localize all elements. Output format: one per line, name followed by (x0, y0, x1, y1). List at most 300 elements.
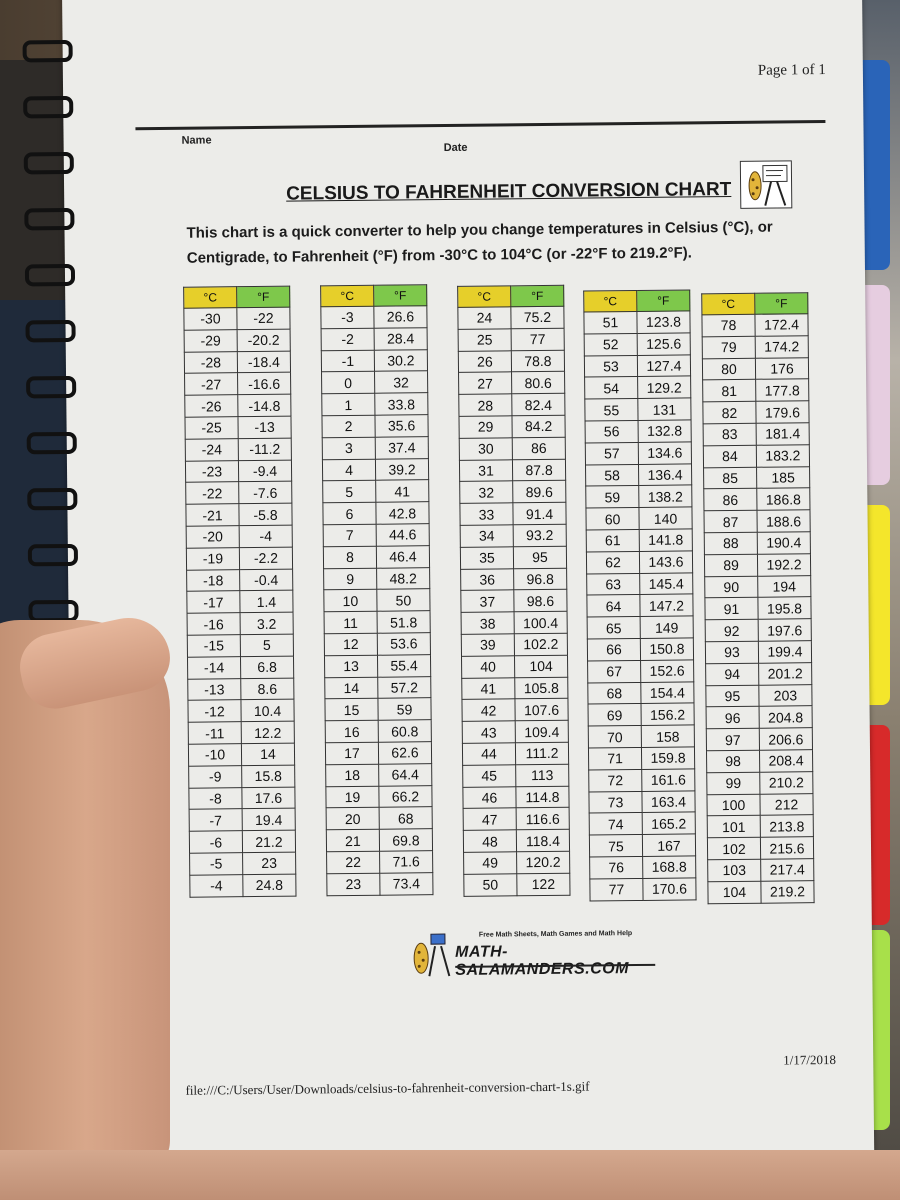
celsius-cell: 89 (704, 554, 757, 576)
celsius-cell: 78 (702, 314, 755, 336)
table-row (584, 311, 690, 334)
table-row (459, 437, 565, 460)
fahrenheit-cell: 68 (379, 807, 432, 829)
celsius-cell: -12 (188, 700, 241, 722)
celsius-cell: 12 (324, 633, 377, 655)
table-row (702, 336, 808, 359)
celsius-header: °C (584, 290, 637, 312)
table-row (190, 874, 296, 897)
binding-coil (26, 376, 76, 399)
table-header-row (584, 290, 690, 312)
fahrenheit-cell: 136.4 (638, 464, 691, 486)
fahrenheit-cell: -13 (238, 416, 291, 438)
fahrenheit-cell: 143.6 (639, 551, 692, 573)
fahrenheit-cell: 77 (511, 328, 564, 350)
celsius-cell: 9 (324, 568, 377, 590)
table-row (584, 333, 690, 356)
table-row (321, 306, 427, 329)
fahrenheit-cell: 73.4 (380, 872, 433, 894)
celsius-cell: 74 (589, 813, 642, 835)
table-row (187, 634, 293, 657)
table-row (327, 851, 433, 874)
celsius-cell: -7 (189, 809, 242, 831)
table-row (462, 720, 568, 743)
fahrenheit-cell: 132.8 (638, 420, 691, 442)
fahrenheit-cell: 147.2 (640, 594, 693, 616)
celsius-cell: 52 (584, 333, 637, 355)
fahrenheit-cell: 208.4 (759, 750, 812, 772)
file-path: file:///C:/Users/User/Downloads/celsius-to-fahrenheit-conversion-chart-1s.gif (185, 1078, 590, 1098)
table-row (185, 394, 291, 417)
table-row (326, 829, 432, 852)
table-row (462, 677, 568, 700)
celsius-cell: 37 (461, 590, 514, 612)
fahrenheit-cell: 60.8 (378, 720, 431, 742)
celsius-cell: -1 (321, 350, 374, 372)
fahrenheit-cell: 111.2 (515, 742, 568, 764)
table-row (190, 852, 296, 875)
fahrenheit-cell: 78.8 (511, 350, 564, 372)
fahrenheit-cell: 21.2 (242, 830, 295, 852)
table-row (586, 529, 692, 552)
celsius-cell: 35 (460, 547, 513, 569)
table-header-row (184, 286, 290, 308)
celsius-cell: -2 (321, 328, 374, 350)
table-row (704, 532, 810, 555)
fahrenheit-cell: 167 (642, 834, 695, 856)
table-row (707, 750, 813, 773)
fahrenheit-cell: 123.8 (637, 311, 690, 333)
celsius-cell: 39 (461, 634, 514, 656)
celsius-cell: 42 (462, 699, 515, 721)
salamander-blackboard-icon (740, 160, 792, 209)
fahrenheit-header: °F (755, 293, 808, 315)
fahrenheit-cell: 109.4 (515, 720, 568, 742)
celsius-cell: 32 (460, 481, 513, 503)
brand-name: MATH-SALAMANDERS.COM (455, 943, 630, 979)
fahrenheit-cell: 134.6 (638, 442, 691, 464)
fahrenheit-cell: 82.4 (512, 393, 565, 415)
celsius-cell: 46 (463, 786, 516, 808)
celsius-cell: 50 (464, 874, 517, 896)
table-row (326, 785, 432, 808)
fahrenheit-cell: -22 (237, 307, 290, 329)
table-row (589, 769, 695, 792)
celsius-cell: 4 (322, 459, 375, 481)
fahrenheit-cell: 51.8 (377, 611, 430, 633)
fahrenheit-cell: 46.4 (376, 545, 429, 567)
celsius-cell: 95 (706, 685, 759, 707)
table-row (702, 314, 808, 337)
celsius-cell: 54 (585, 377, 638, 399)
fahrenheit-cell: -9.4 (238, 460, 291, 482)
math-salamanders-logo (407, 930, 667, 979)
table-row (323, 502, 429, 525)
table-row (706, 662, 812, 685)
fahrenheit-cell: 17.6 (242, 787, 295, 809)
celsius-cell: 102 (707, 837, 760, 859)
fahrenheit-cell: 127.4 (637, 355, 690, 377)
fahrenheit-cell: 37.4 (375, 436, 428, 458)
fahrenheit-cell: 104 (514, 655, 567, 677)
celsius-cell: 47 (463, 808, 516, 830)
fahrenheit-cell: 10.4 (241, 699, 294, 721)
celsius-cell: -30 (184, 308, 237, 330)
fahrenheit-cell: 215.6 (760, 837, 813, 859)
table-row (460, 546, 566, 569)
table-row (702, 357, 808, 380)
table-row (323, 524, 429, 547)
fahrenheit-cell: 42.8 (376, 502, 429, 524)
table-row (588, 703, 694, 726)
fahrenheit-cell: 185 (757, 466, 810, 488)
table-row (189, 808, 295, 831)
table-row (588, 725, 694, 748)
celsius-cell: -14 (187, 656, 240, 678)
table-row (590, 856, 696, 879)
table-row (187, 569, 293, 592)
fahrenheit-cell: 176 (755, 357, 808, 379)
fahrenheit-cell: 195.8 (758, 597, 811, 619)
binding-coil (27, 432, 77, 455)
celsius-cell: -29 (184, 329, 237, 351)
fahrenheit-cell: 204.8 (759, 706, 812, 728)
fahrenheit-cell: 188.6 (757, 510, 810, 532)
fahrenheit-cell: 24.8 (243, 874, 296, 896)
fahrenheit-cell: 179.6 (756, 401, 809, 423)
celsius-cell: 22 (327, 851, 380, 873)
celsius-cell: 58 (585, 464, 638, 486)
fahrenheit-cell: 165.2 (642, 812, 695, 834)
table-row (324, 633, 430, 656)
celsius-cell: -24 (185, 438, 238, 460)
celsius-cell: 101 (707, 816, 760, 838)
celsius-cell: 77 (590, 878, 643, 900)
fahrenheit-cell: 140 (639, 507, 692, 529)
celsius-cell: -13 (188, 678, 241, 700)
fahrenheit-cell: 183.2 (756, 444, 809, 466)
header-rule (135, 120, 825, 130)
table-row (321, 327, 427, 350)
table-row (184, 329, 290, 352)
celsius-cell: 10 (324, 590, 377, 612)
celsius-cell: 29 (459, 416, 512, 438)
celsius-cell: 27 (459, 372, 512, 394)
fahrenheit-cell: -2.2 (239, 547, 292, 569)
table-row (703, 423, 809, 446)
celsius-cell: 11 (324, 611, 377, 633)
fahrenheit-cell: 41 (376, 480, 429, 502)
fahrenheit-cell: 32 (375, 371, 428, 393)
celsius-cell: 73 (589, 791, 642, 813)
table-row (587, 616, 693, 639)
fahrenheit-cell: 71.6 (380, 851, 433, 873)
celsius-cell: 69 (588, 704, 641, 726)
fahrenheit-cell: 75.2 (511, 306, 564, 328)
celsius-cell: 13 (324, 655, 377, 677)
salamander-logo-icon (407, 932, 453, 978)
table-row (708, 880, 814, 903)
celsius-cell: 68 (588, 682, 641, 704)
table-row (462, 699, 568, 722)
table-row (185, 438, 291, 461)
celsius-cell: 76 (590, 856, 643, 878)
page-number: Page 1 of 1 (757, 62, 826, 79)
table-row (326, 763, 432, 786)
table-row (185, 416, 291, 439)
celsius-cell: 33 (460, 503, 513, 525)
table-row (462, 742, 568, 765)
table-row (461, 655, 567, 678)
celsius-cell: 14 (325, 677, 378, 699)
binding-coil (28, 544, 78, 567)
table-row (321, 349, 427, 372)
table-row (187, 590, 293, 613)
bottom-hand (0, 1150, 900, 1200)
table-row (324, 567, 430, 590)
table-row (706, 684, 812, 707)
celsius-cell: 26 (458, 350, 511, 372)
table-row (323, 545, 429, 568)
fahrenheit-cell: 174.2 (755, 336, 808, 358)
table-row (588, 747, 694, 770)
fahrenheit-cell: -14.8 (238, 394, 291, 416)
fahrenheit-cell: 48.2 (377, 567, 430, 589)
table-row (322, 393, 428, 416)
fahrenheit-cell: 66.2 (379, 785, 432, 807)
celsius-cell: 6 (323, 502, 376, 524)
celsius-cell: 86 (704, 489, 757, 511)
celsius-cell: 23 (327, 873, 380, 895)
table-row (186, 525, 292, 548)
table-row (587, 572, 693, 595)
table-row (459, 415, 565, 438)
fahrenheit-cell: 113 (516, 764, 569, 786)
table-row (326, 807, 432, 830)
table-row (705, 619, 811, 642)
fahrenheit-cell: 181.4 (756, 423, 809, 445)
table-row (463, 764, 569, 787)
fahrenheit-cell: 156.2 (641, 703, 694, 725)
fahrenheit-cell: 154.4 (641, 681, 694, 703)
table-row (586, 551, 692, 574)
celsius-cell: 87 (704, 510, 757, 532)
fahrenheit-cell: 149 (640, 616, 693, 638)
fahrenheit-cell: 122 (517, 873, 570, 895)
table-row (324, 611, 430, 634)
table-row (585, 420, 691, 443)
table-row (461, 590, 567, 613)
celsius-cell: -15 (187, 635, 240, 657)
table-row (189, 830, 295, 853)
table-row (586, 485, 692, 508)
conversion-table-4 (583, 289, 696, 901)
celsius-cell: 16 (325, 720, 378, 742)
table-row (458, 350, 564, 373)
conversion-table-3 (457, 285, 570, 897)
table-row (187, 656, 293, 679)
celsius-cell: -27 (185, 373, 238, 395)
table-row (463, 786, 569, 809)
table-row (585, 464, 691, 487)
table-row (322, 371, 428, 394)
celsius-cell: -6 (189, 831, 242, 853)
table-row (590, 878, 696, 901)
fahrenheit-cell: 210.2 (760, 771, 813, 793)
celsius-cell: 1 (322, 393, 375, 415)
celsius-cell: 8 (323, 546, 376, 568)
table-row (188, 721, 294, 744)
celsius-cell: 18 (326, 764, 379, 786)
conversion-table-5 (701, 292, 814, 904)
celsius-cell: 57 (585, 442, 638, 464)
binding-coil (24, 152, 74, 175)
fahrenheit-cell: 6.8 (240, 656, 293, 678)
fahrenheit-cell: 213.8 (760, 815, 813, 837)
celsius-cell: 71 (588, 747, 641, 769)
page-title: CELSIUS TO FAHRENHEIT CONVERSION CHART (286, 179, 732, 205)
celsius-cell: 97 (706, 728, 759, 750)
table-row (186, 481, 292, 504)
celsius-cell: 44 (462, 743, 515, 765)
intro-text: This chart is a quick converter to help you change temperatures in Celsius (°C), or Centigrade, to Fahrenheit (°F) from -30°C to 104°C (or -22°F to 219.2°F). (186, 218, 773, 267)
date-label: Date (443, 141, 468, 155)
table-row (586, 507, 692, 530)
table-row (704, 466, 810, 489)
celsius-cell: -3 (321, 306, 374, 328)
table-row (707, 793, 813, 816)
table-row (704, 488, 810, 511)
fahrenheit-cell: -16.6 (238, 373, 291, 395)
celsius-cell: 53 (584, 355, 637, 377)
table-row (325, 698, 431, 721)
fahrenheit-cell: 53.6 (377, 633, 430, 655)
table-row (459, 459, 565, 482)
fahrenheit-cell: 163.4 (642, 790, 695, 812)
celsius-cell: 104 (708, 881, 761, 903)
celsius-cell: 43 (462, 721, 515, 743)
celsius-cell: -5 (190, 853, 243, 875)
table-row (461, 568, 567, 591)
fahrenheit-cell: 100.4 (514, 611, 567, 633)
celsius-header: °C (458, 286, 511, 308)
fahrenheit-cell: 64.4 (379, 763, 432, 785)
celsius-cell: 30 (459, 438, 512, 460)
celsius-cell: 91 (705, 598, 758, 620)
binding-coil (27, 488, 77, 511)
fahrenheit-cell: 199.4 (758, 641, 811, 663)
fahrenheit-header: °F (637, 290, 690, 312)
conversion-table-1 (183, 286, 296, 898)
table-row (463, 808, 569, 831)
fahrenheit-cell: 80.6 (512, 372, 565, 394)
table-row (460, 502, 566, 525)
table-row (585, 398, 691, 421)
celsius-cell: 51 (584, 311, 637, 333)
celsius-cell: -17 (187, 591, 240, 613)
fahrenheit-cell: 44.6 (376, 524, 429, 546)
brand-tagline: Free Math Sheets, Math Games and Math Help (478, 930, 633, 939)
table-row (705, 597, 811, 620)
table-row (186, 503, 292, 526)
table-row (322, 458, 428, 481)
fahrenheit-cell: 159.8 (641, 747, 694, 769)
table-row (707, 815, 813, 838)
celsius-cell: 19 (326, 786, 379, 808)
table-row (703, 444, 809, 467)
fahrenheit-cell: -11.2 (238, 438, 291, 460)
fahrenheit-cell: 50 (377, 589, 430, 611)
table-row (184, 351, 290, 374)
fahrenheit-cell: 14 (241, 743, 294, 765)
table-row (463, 829, 569, 852)
binding-coil (23, 40, 73, 63)
fahrenheit-cell: 69.8 (379, 829, 432, 851)
table-row (587, 594, 693, 617)
celsius-cell: 31 (459, 459, 512, 481)
table-row (187, 612, 293, 635)
celsius-cell: 93 (705, 641, 758, 663)
celsius-cell: 28 (459, 394, 512, 416)
fahrenheit-cell: 8.6 (241, 678, 294, 700)
celsius-cell: 99 (707, 772, 760, 794)
fahrenheit-cell: 86 (512, 437, 565, 459)
table-row (458, 328, 564, 351)
fahrenheit-cell: 161.6 (642, 769, 695, 791)
celsius-header: °C (321, 285, 374, 307)
binding-coil (23, 96, 73, 119)
celsius-cell: 94 (706, 663, 759, 685)
fahrenheit-cell: 197.6 (758, 619, 811, 641)
celsius-cell: 96 (706, 707, 759, 729)
celsius-cell: 38 (461, 612, 514, 634)
fahrenheit-cell: 89.6 (513, 481, 566, 503)
table-row (589, 812, 695, 835)
name-label: Name (181, 134, 212, 147)
table-row (589, 834, 695, 857)
celsius-cell: 83 (703, 423, 756, 445)
fahrenheit-cell: 192.2 (757, 553, 810, 575)
table-row (707, 771, 813, 794)
fahrenheit-cell: -7.6 (239, 481, 292, 503)
table-row (707, 837, 813, 860)
celsius-cell: -26 (185, 395, 238, 417)
table-row (323, 480, 429, 503)
fahrenheit-cell: 186.8 (757, 488, 810, 510)
worksheet-page (62, 0, 874, 1175)
fahrenheit-header: °F (237, 286, 290, 308)
celsius-cell: 2 (322, 415, 375, 437)
celsius-header: °C (702, 293, 755, 315)
fahrenheit-cell: 12.2 (241, 721, 294, 743)
fahrenheit-cell: -0.4 (240, 569, 293, 591)
table-row (327, 872, 433, 895)
celsius-cell: 41 (462, 677, 515, 699)
fahrenheit-cell: 190.4 (757, 532, 810, 554)
fahrenheit-cell: 26.6 (374, 306, 427, 328)
fahrenheit-cell: 3.2 (240, 612, 293, 634)
table-row (188, 743, 294, 766)
celsius-cell: 65 (587, 617, 640, 639)
binding-coil (28, 600, 78, 623)
fahrenheit-cell: 33.8 (375, 393, 428, 415)
fahrenheit-cell: 120.2 (517, 851, 570, 873)
celsius-cell: 0 (322, 372, 375, 394)
table-row (458, 306, 564, 329)
table-row (703, 379, 809, 402)
table-row (186, 547, 292, 570)
fahrenheit-cell: 19.4 (242, 808, 295, 830)
